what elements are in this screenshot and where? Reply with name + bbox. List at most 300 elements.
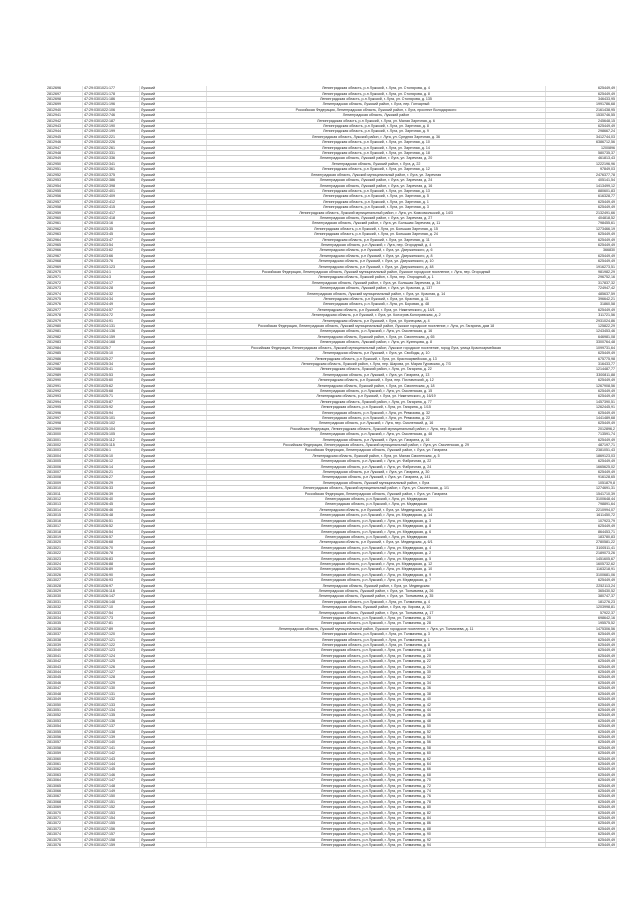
cadastral-number-cell: 47:29:0301024:57 [83,307,140,312]
address-cell: Ленинградская область, Лужский район, г. Луга, пер. Шарова, ул. Мария Гуровская, д. 7/3 [207,361,546,366]
cadastral-value-cell: 2189073,26 [546,551,617,556]
row-number-cell: 2812977 [46,307,83,312]
district-cell: Лужский [140,237,207,242]
cadastral-number-cell: 47:29:0301026:51 [83,518,140,523]
cadastral-value-cell: 625449,49 [546,761,617,766]
cadastral-value-cell: 396642,21 [546,297,617,302]
cadastral-value-cell: 3100681,06 [546,572,617,577]
district-cell: Лужский [140,810,207,815]
address-cell: Ленинградская область, Лужский муниципальный район, г. Луга [207,480,546,485]
cadastral-value-cell: 625449,49 [546,459,617,464]
district-cell: Лужский [140,680,207,685]
cadastral-number-cell: 47:29:0301022:415 [83,205,140,210]
row-number-cell: 2813061 [46,761,83,766]
row-number-cell: 2812962 [46,226,83,231]
cadastral-number-cell: 47:29:0301022:417 [83,210,140,215]
district-cell: Лужский [140,740,207,745]
cadastral-value-cell: 625449,49 [546,394,617,399]
address-cell: Ленинградская область, р-н Лужский, г. Луга, ул. Толмачева, д. 64 [207,761,546,766]
district-cell: Лужский [140,513,207,518]
address-cell: Ленинградская область, р-н Лужский, г. Луга, ул. Кологрив-Кологривская, д. 2 [207,313,546,318]
cadastral-number-cell: 47:29:0301023:62 [83,248,140,253]
district-cell: Лужский [140,734,207,739]
address-cell: Ленинградская область, р-н Лужский, г. Луга, ул. Ремизова, д. 32 [207,410,546,415]
district-cell: Лужский [140,648,207,653]
district-cell: Лужский [140,691,207,696]
cadastral-value-cell: 311721,56 [546,313,617,318]
cadastral-number-cell: 47:29:0301022:746 [83,113,140,118]
district-cell: Лужский [140,405,207,410]
district-cell: Лужский [140,124,207,129]
district-cell: Лужский [140,410,207,415]
address-cell: Ленинградская область, р-н Лужский, г. Луга, ул. Толмачева, д. 62 [207,756,546,761]
row-number-cell: 2812949 [46,156,83,161]
cadastral-number-cell: 47:29:0301024:159 [83,334,140,339]
cadastral-value-cell: 296752,16 [546,275,617,280]
cadastral-number-cell: 47:29:0301026:90 [83,572,140,577]
cadastral-number-cell: 47:29:0301027:133 [83,702,140,707]
cadastral-number-cell: 47:29:0301026:93 [83,578,140,583]
address-cell: Ленинградская область, р-н Лужский, г. Луга, ул. Толмачева, д. 52 [207,729,546,734]
cadastral-number-cell: 47:29:0301027:73 [83,616,140,621]
row-number-cell: 2813024 [46,561,83,566]
address-cell: Ленинградская область, р-н Лужский, г. Луга, ул. Толмачева, д. 3 [207,632,546,637]
cadastral-number-cell: 47:29:0301027:10 [83,605,140,610]
row-number-cell: 2813073 [46,826,83,831]
address-cell: Российская Федерация, Ленинградская область, Лужский муниципальный район, г. Луга, ул. Смоленская, д. 29 [207,443,546,448]
row-number-cell: 2813044 [46,670,83,675]
cadastral-value-cell: 6386712,56 [546,140,617,145]
cadastral-number-cell: 47:29:0301026:54 [83,529,140,534]
address-cell: Ленинградская область, Лужский район, г. Луга, ул. Заречная, д. 24 [207,178,546,183]
cadastral-number-cell: 47:29:0301027:135 [83,713,140,718]
address-cell: Ленинградская область, р-н Лужский, г. Луга, ул. Свободы, д. 10 [207,351,546,356]
address-cell: Ленинградская область, р-н Лужский, г. Луга, ул. Толмачева, д. 74 [207,789,546,794]
cadastral-value-cell: 1530746,55 [546,113,617,118]
address-cell: Ленинградская область, р-н Лужский, г. Луга, ул. Заречная, д. 5 [207,194,546,199]
cadastral-value-cell: 2132491,66 [546,210,617,215]
row-number-cell: 2812975 [46,297,83,302]
cadastral-value-cell: 485637,59 [546,291,617,296]
cadastral-value-cell: 195575,52 [546,621,617,626]
district-cell: Лужский [140,302,207,307]
cadastral-number-cell: 47:29:0301027:126 [83,664,140,669]
cadastral-number-cell: 47:29:0301022:190 [83,124,140,129]
cadastral-value-cell: 2210994,07 [546,507,617,512]
row-number-cell: 2812950 [46,161,83,166]
row-number-cell: 2813032 [46,605,83,610]
district-cell: Лужский [140,280,207,285]
cadastral-number-cell: 47:29:0301022:221 [83,134,140,139]
row-number-cell: 2813010 [46,486,83,491]
row-number-cell: 2812986 [46,356,83,361]
district-cell: Лужский [140,118,207,123]
district-cell: Лужский [140,626,207,631]
address-cell: Ленинградская область, р-н Лужский, г. Луга, ул. Толмачева, д. 25 [207,616,546,621]
district-cell: Лужский [140,156,207,161]
district-cell: Лужский [140,183,207,188]
district-cell: Лужский [140,270,207,275]
district-cell: Лужский [140,329,207,334]
row-number-cell: 2812941 [46,113,83,118]
row-number-cell: 2812961 [46,221,83,226]
cadastral-value-cell: 1611450,72 [546,513,617,518]
address-cell: Ленинградская область, р-н Лужский, г. Луга, ул. Смоленская, д. 16 [207,329,546,334]
cadastral-value-cell: 625449,49 [546,767,617,772]
row-number-cell: 2813069 [46,805,83,810]
cadastral-value-cell: 625449,49 [546,524,617,529]
cadastral-value-cell: 183780,83 [546,534,617,539]
row-number-cell: 2813054 [46,724,83,729]
address-cell: Ленинградская область, р-н Лужский, г. Луга, ул. Малая Заречная, д. 6 [207,118,546,123]
cadastral-value-cell: 2780581,22 [546,540,617,545]
cadastral-number-cell: 47:29:0301027:89 [83,626,140,631]
row-number-cell: 2812973 [46,286,83,291]
row-number-cell: 2813018 [46,529,83,534]
cadastral-number-cell: 47:29:0301026:147 [83,594,140,599]
address-cell: Ленинградская область, р-н Лужский, г. Луга, ул. Толмачева, д. 20 [207,653,546,658]
district-cell: Лужский [140,470,207,475]
district-cell: Лужский [140,215,207,220]
address-cell: Ленинградская область, р-н Лужский, г. Луга, ул. Дзержинского, д. 48 [207,264,546,269]
cadastral-value-cell: 625449,49 [546,659,617,664]
district-cell: Лужский [140,643,207,648]
district-cell: Лужский [140,188,207,193]
address-cell: Ленинградская область, р-н Лужский, г. Луга, ул. Кузнецова, д. 4 [207,318,546,323]
address-cell: Ленинградская область, р-н Лужский, г. Луга, ул. Толмачева, д. 28 [207,621,546,626]
cadastral-number-cell: 47:29:0301025:53 [83,372,140,377]
address-cell: Ленинградская область, р-н Лужский, г. Луга, ул. Толмачева, д. 24 [207,664,546,669]
cadastral-value-cell: 3300764,48 [546,340,617,345]
district-cell: Лужский [140,248,207,253]
cadastral-value-cell: 625449,49 [546,740,617,745]
district-cell: Лужский [140,415,207,420]
cadastral-number-cell: 47:29:0301027:155 [83,821,140,826]
address-cell: Ленинградская область, р-н Лужский, г. Луга, ул. Медведская, д. 7 [207,578,546,583]
cadastral-value-cell: 107923,79 [546,518,617,523]
cadastral-number-cell: 47:29:0301027:146 [83,772,140,777]
district-cell: Лужский [140,799,207,804]
cadastral-value-cell: 1869123,03 [546,453,617,458]
address-cell: Российская Федерация, Ленинградская область, Лужский район, г. Луга, проспект Володарского [207,107,546,112]
cadastral-number-cell: 47:29:0301022:106 [83,107,140,112]
cadastral-value-cell: 625449,49 [546,675,617,680]
row-number-cell: 2812971 [46,275,83,280]
address-cell: Ленинградская область, р-н Лужский, г. Луга, ул. Заречная, д. 8 [207,124,546,129]
cadastral-value-cell: 625449,49 [546,437,617,442]
address-cell: Ленинградская область, р-н Лужский, г. Луга, ул. Столярова, д. 8 [207,91,546,96]
district-cell: Лужский [140,475,207,480]
cadastral-value-cell: 625449,49 [546,837,617,842]
cadastral-number-cell: 47:29:0301023:35 [83,226,140,231]
cadastral-number-cell: 47:29:0301025:115 [83,443,140,448]
address-cell: Ленинградская область, р-н Лужский, г. Луга, ул. Толмачева, д. 94 [207,843,546,848]
row-number-cell: 2812967 [46,253,83,258]
row-number-cell: 2812985 [46,351,83,356]
cadastral-number-cell: 47:29:0301025:62 [83,383,140,388]
district-cell: Лужский [140,172,207,177]
cadastral-value-cell: 625449,49 [546,632,617,637]
district-cell: Лужский [140,345,207,350]
cadastral-value-cell: 724947,42 [546,286,617,291]
address-cell: Ленинградская область, р-н Лужский, г. Луга, ул. Толмачева, д. 38 [207,691,546,696]
district-cell: Лужский [140,670,207,675]
cadastral-number-cell: 47:29:0301025:112 [83,437,140,442]
cadastral-value-cell: 864453,71 [546,529,617,534]
row-number-cell: 2812956 [46,194,83,199]
row-number-cell: 2813063 [46,772,83,777]
row-number-cell: 2813014 [46,507,83,512]
row-number-cell: 2813033 [46,610,83,615]
cadastral-number-cell: 47:29:0301027:122 [83,643,140,648]
district-cell: Лужский [140,524,207,529]
cadastral-number-cell: 47:29:0301022:187 [83,118,140,123]
cadastral-value-cell: 181276,23 [546,599,617,604]
district-cell: Лужский [140,421,207,426]
cadastral-number-cell: 47:29:0301022:398 [83,183,140,188]
address-cell: Ленинградская область, р-н Лужский, г. Луга, ул. Толмачева, д. 58 [207,745,546,750]
address-cell: Ленинградская область, Лужский муниципальный район, г. Луга, ул. Комсомольский, д. 14/3 [207,210,546,215]
row-number-cell: 2812959 [46,210,83,215]
address-cell: Ленинградская область, Лужский район, г. Луга, пр. Кирова, д. 10 [207,605,546,610]
row-number-cell: 2812969 [46,264,83,269]
address-cell: Ленинградская область, р-н Лужский, г. Луга, ул. Толмачева, д. 4 [207,599,546,604]
cadastral-value-cell: 405141,54 [546,178,617,183]
row-number-cell: 2813043 [46,664,83,669]
row-number-cell: 2813009 [46,480,83,485]
cadastral-number-cell: 47:29:0301026:148 [83,599,140,604]
address-cell: Ленинградская область, р-н Лужский, г. Луга, ул. Дзержинского, д. 10 [207,259,546,264]
row-number-cell: 2813017 [46,524,83,529]
cadastral-value-cell: 625449,49 [546,664,617,669]
district-cell: Лужский [140,102,207,107]
address-cell: Ленинградская область, Лужский район, г. Луга, ул. Заречная, д. 20 [207,156,546,161]
row-number-cell: 2813052 [46,713,83,718]
cadastral-number-cell: 47:29:0301024:91 [83,318,140,323]
address-cell: Ленинградская область, р-н Лужский, г. Луга, ул. Столярова, д. 135 [207,97,546,102]
cadastral-number-cell: 47:29:0301026:118 [83,588,140,593]
address-cell: Ленинградская область, р-н Лужский, г. Луга, ул. Медведская [207,497,546,502]
address-cell: Ленинградская область, р-н Лужский, г. Луга, ул. Боровая, д. 48 [207,302,546,307]
address-cell: Ленинградская область, р-н Лужский, г. Луга, ул. Толмачева, д. 40 [207,697,546,702]
cadastral-number-cell: 47:29:0301027:137 [83,724,140,729]
row-number-cell: 2813022 [46,551,83,556]
address-cell: Ленинградская область, р-н Лужский, г. Луга, ул. Медведская, д. 10 [207,567,546,572]
cadastral-number-cell: 47:29:0301027:143 [83,756,140,761]
address-cell: Ленинградская область, Лужский район, г. Луга, пер. Огородный, д. 1 [207,275,546,280]
cadastral-value-cell: 1267908,56 [546,383,617,388]
district-cell: Лужский [140,724,207,729]
row-number-cell: 2813008 [46,475,83,480]
district-cell: Лужский [140,383,207,388]
cadastral-value-cell: 1413499,12 [546,183,617,188]
cadastral-value-cell: 625449,49 [546,751,617,756]
address-cell: Ленинградская область, р-н Лужский, г. Луга, ул. Гагарина, д. 141 [207,475,546,480]
address-cell: Ленинградская область, Лужский район, г. Луга, ул. Заречная, д. 27 [207,215,546,220]
row-number-cell: 2812984 [46,345,83,350]
address-cell: Ленинградская область, р-н Лужский, г. Луга, ул. Медведская, д. 12 [207,561,546,566]
row-number-cell: 2813020 [46,540,83,545]
cadastral-value-cell: 625449,49 [546,351,617,356]
row-number-cell: 2813068 [46,799,83,804]
address-cell: Ленинградская область, р-н Лужский, г. Луга, ул. Медведская, д. 9 [207,572,546,577]
cadastral-number-cell: 47:29:0301022:418 [83,215,140,220]
district-cell: Лужский [140,599,207,604]
address-cell: Ленинградская область, Лужский район, г. Луга, ул. Медведская [207,583,546,588]
cadastral-number-cell: 47:29:0301022:226 [83,140,140,145]
district-cell: Лужский [140,783,207,788]
address-cell: Ленинградская область, р-н Лужский, г. Луга, ул. Толмачева, д. 32 [207,675,546,680]
district-cell: Лужский [140,616,207,621]
district-cell: Лужский [140,340,207,345]
cadastral-number-cell: 47:29:0301026:88 [83,561,140,566]
cadastral-number-cell: 47:29:0301027:156 [83,826,140,831]
row-number-cell: 2813019 [46,534,83,539]
cadastral-number-cell: 47:29:0301026:70 [83,545,140,550]
cadastral-number-cell: 47:29:0301026:68 [83,540,140,545]
address-cell: Ленинградская область, р-н Лужский, г. Луга, ул. Толмачева, д. 46 [207,713,546,718]
cadastral-value-cell: 625449,49 [546,410,617,415]
cadastral-number-cell: 47:29:0301027:144 [83,761,140,766]
address-cell: Ленинградская область, р-н Лужский, г. Луга, ул. Заречная, д. 18 [207,151,546,156]
cadastral-number-cell: 47:29:0301024:131 [83,324,140,329]
row-number-cell: 2813037 [46,632,83,637]
cadastral-number-cell: 47:29:0301025:7 [83,345,140,350]
district-cell: Лужский [140,659,207,664]
cadastral-number-cell: 47:29:0301021:186 [83,97,140,102]
address-cell: Ленинградская область, Лужский район, г. Луга, ул. Гагарина, д. 22 [207,367,546,372]
row-number-cell: 2813030 [46,594,83,599]
cadastral-value-cell: 625449,49 [546,388,617,393]
cadastral-value-cell: 625449,49 [546,253,617,258]
row-number-cell: 2813066 [46,789,83,794]
cadastral-number-cell: 47:29:0301023:76 [83,259,140,264]
row-number-cell: 2813036 [46,626,83,631]
address-cell: Ленинградская область, р-н Лужский, г. Луга, ул. Большая Заречная, д. 24 [207,232,546,237]
cadastral-value-cell: 1222196,96 [546,161,617,166]
cadastral-value-cell: 1441489,68 [546,415,617,420]
cadastral-value-cell: 580735,37 [546,151,617,156]
cadastral-value-cell: 1273466,19 [546,226,617,231]
address-cell: Ленинградская область, р-н Лужский, г. Луга, ул. Большая Заречная, д. 15 [207,226,546,231]
row-number-cell: 2812964 [46,237,83,242]
cadastral-number-cell: 47:29:0301027:120 [83,632,140,637]
district-cell: Лужский [140,534,207,539]
address-cell: Ленинградская область, Лужский район, г. Луга, ул. Красная, д. 137 [207,286,546,291]
address-cell: Ленинградская область, р-н Лужский, г. Луга, ул. Толмачева, д. 8 [207,643,546,648]
address-cell: Ленинградская область, р-н Лужский, г. Луга, ул. Медведская, д. 5 [207,556,546,561]
cadastral-number-cell: 47:29:0301022:336 [83,156,140,161]
address-cell: Ленинградская область, р-н Лужский, г. Луга, ул. Толмачева, д. 80 [207,805,546,810]
row-number-cell: 2812943 [46,124,83,129]
address-cell: Ленинградская область, р-н Лужский, г. Луга, ул. Смоленская, д. 15 [207,388,546,393]
district-cell: Лужский [140,843,207,848]
address-cell: Ленинградская область, р-н Лужский, г. Луга, ул. Дзержинского, д. 8 [207,253,546,258]
cadastral-value-cell: 31860,58 [546,302,617,307]
district-cell: Лужский [140,443,207,448]
row-number-cell: 2813047 [46,686,83,691]
cadastral-value-cell: 625449,49 [546,843,617,848]
address-cell: Ленинградская область, Лужский муниципальный район, г. Луга, ул. Красная, д. 14 [207,291,546,296]
cadastral-value-cell: 2012896,2 [546,426,617,431]
row-number-cell: 2812951 [46,167,83,172]
cadastral-value-cell: 3100511,41 [546,545,617,550]
district-cell: Лужский [140,129,207,134]
district-cell: Лужский [140,194,207,199]
address-cell: Ленинградская область, Лужский муниципальный район, г. Луга, ул. Заречная [207,172,546,177]
district-cell: Лужский [140,816,207,821]
address-cell: Ленинградская область, р-н Лужский, г. Луга, ул. Фабричная, д. 24 [207,464,546,469]
row-number-cell: 2812696 [46,86,83,91]
cadastral-number-cell: 47:29:0301027:151 [83,799,140,804]
cadastral-value-cell: 2161438,95 [546,107,617,112]
row-number-cell: 2812699 [46,102,83,107]
cadastral-value-cell: 625449,49 [546,680,617,685]
cadastral-value-cell: 404818,52 [546,215,617,220]
address-cell: Российская Федерация, Ленинградская область, Лужский муниципальный район, Лужское городское поселение, город Луга, улица Красноармейская [207,345,546,350]
row-number-cell: 2813074 [46,832,83,837]
cadastral-value-cell: 625449,49 [546,421,617,426]
address-cell: Ленинградская область, р-н Лужский, г. Луга, ул. Ремизова, д. 22 [207,415,546,420]
row-number-cell: 2812946 [46,140,83,145]
district-cell: Лужский [140,388,207,393]
address-cell: Ленинградская область, р-н Лужский, г. Луга, ул. Толмачева, д. 70 [207,778,546,783]
cadastral-number-cell: 47:29:0301027:157 [83,832,140,837]
address-cell: Ленинградская область, р-н Лужский, г. Луга, ул. Толмачева, д. 48 [207,718,546,723]
row-number-cell: 2812992 [46,388,83,393]
address-cell: Ленинградская область, р-н Лужский, г. Луга, ул. Гагарина, д. 30 [207,470,546,475]
cadastral-value-cell: 625449,49 [546,643,617,648]
row-number-cell: 2813002 [46,443,83,448]
address-cell: Ленинградская область, р-н Лужский, г. Луга, ул. Толмачева, д. 84 [207,816,546,821]
address-cell: Ленинградская область, р-н Лужский, г. Луга, ул. Заречная, д. 1 [207,199,546,204]
cadastral-value-cell: 625449,49 [546,778,617,783]
row-number-cell: 2813003 [46,448,83,453]
cadastral-value-cell: 625449,49 [546,242,617,247]
district-cell: Лужский [140,653,207,658]
address-cell: Ленинградская область, р-н Лужский, г. Луга, ул. Заречная, д. 14 [207,145,546,150]
cadastral-number-cell: 47:29:0301027:147 [83,778,140,783]
row-number-cell: 2812970 [46,270,83,275]
row-number-cell: 2813060 [46,756,83,761]
district-cell: Лужский [140,529,207,534]
cadastral-value-cell: 625449,49 [546,653,617,658]
row-number-cell: 2813016 [46,518,83,523]
row-number-cell: 2813000 [46,432,83,437]
district-cell: Лужский [140,286,207,291]
row-number-cell: 2812980 [46,324,83,329]
address-cell: Ленинградская область, р-н Лужский, г. Луга, ул. Толмачева, д. 42 [207,702,546,707]
cadastral-number-cell: 47:29:0301027:154 [83,816,140,821]
cadastral-number-cell: 47:29:0301022:401 [83,188,140,193]
district-cell: Лужский [140,588,207,593]
cadastral-value-cell: 625449,49 [546,648,617,653]
cadastral-value-cell: 798455,61 [546,221,617,226]
cadastral-value-cell: 1475306,56 [546,626,617,631]
address-cell: Ленинградская область, р-н Лужский, г. Луга, ул. Толмачева, д. 72 [207,783,546,788]
cadastral-value-cell: 625449,49 [546,237,617,242]
cadastral-value-cell: 625449,49 [546,816,617,821]
district-cell: Лужский [140,313,207,318]
row-number-cell: 2813057 [46,740,83,745]
cadastral-number-cell: 47:29:0301023:66 [83,253,140,258]
district-cell: Лужский [140,107,207,112]
cadastral-value-cell: 616328,77 [546,194,617,199]
address-cell: Российская Федерация, Ленинградская область, Лужский район, г. Луга, ул. Гагарина [207,491,546,496]
document-page [46,86,615,848]
district-cell: Лужский [140,145,207,150]
cadastral-number-cell: 47:29:0301023:123 [83,264,140,269]
